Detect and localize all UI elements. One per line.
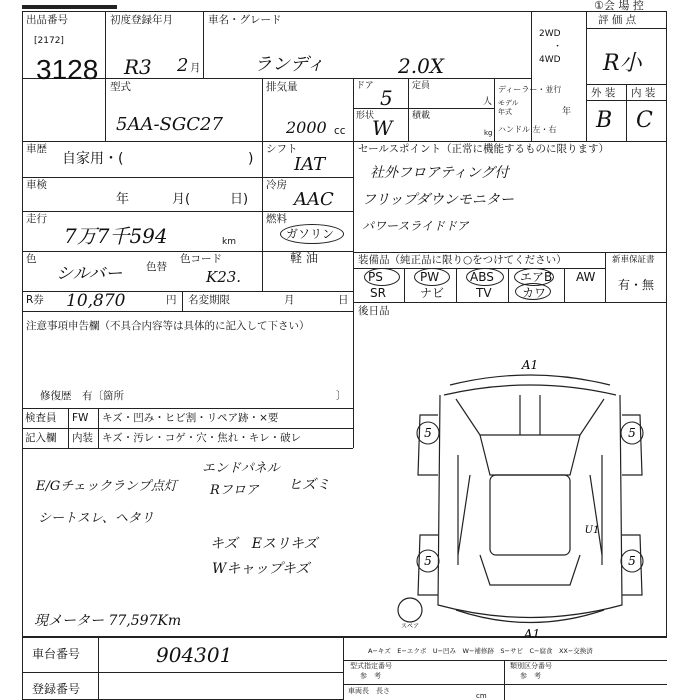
mark-a1-front: A1 <box>521 358 539 372</box>
fuel-label: 燃料 <box>266 213 287 225</box>
displacement-label: 排気量 <box>266 81 298 93</box>
lot-sub: [2172] <box>34 36 64 46</box>
repair-history: 修復歴 有〔箇所 <box>40 390 124 402</box>
class-number-ref: 参 考 <box>520 672 541 680</box>
title-change-day: 日 <box>338 294 349 306</box>
checker-options: キズ・凹み・ヒビ割・リペア跡・×要 <box>102 412 279 424</box>
recycle-unit: 円 <box>166 294 177 306</box>
doors-label: ドア <box>356 81 374 91</box>
history-value: 自家用・( <box>62 151 124 167</box>
repair-history-close: 〕 <box>336 390 347 402</box>
model-value: 5AA-SGC27 <box>116 114 223 135</box>
score-label: 評 価 点 <box>598 14 637 26</box>
mark-u1: U1 <box>584 525 600 536</box>
interior-label: 内 装 <box>631 87 656 99</box>
recycle-label: R券 <box>26 294 44 306</box>
equip-ps: PS <box>368 270 383 284</box>
shaken-month: 月( <box>172 192 191 207</box>
shaken-label: 車検 <box>26 179 47 191</box>
damage-legend: A−キズ E−エクボ U−凹み W−補修跡 S−サビ C−腐食 XX−交換済 <box>368 647 593 655</box>
equip-leather: カワ <box>522 286 547 300</box>
registration-month: 2 <box>177 55 189 76</box>
load-unit: kg <box>484 129 493 137</box>
note-rear-floor: Rフロア <box>210 483 259 498</box>
equip-pw: PW <box>420 270 440 284</box>
dealer-type: ディーラー・並行 <box>498 85 562 94</box>
fuel-diesel: 軽 油 <box>290 251 318 265</box>
mark-a1-rear: A1 <box>523 627 541 641</box>
checker-fw: FW <box>72 412 89 424</box>
registration-label: 初度登録年月 <box>110 14 173 26</box>
equip-tv: TV <box>476 286 492 300</box>
equip-navi: ナビ <box>420 286 445 300</box>
shift-label: シフト <box>266 143 298 155</box>
color-change-label: 色替 <box>146 261 167 273</box>
warranty-value: 有・無 <box>618 278 655 292</box>
drive-2wd: 2WD <box>539 29 561 39</box>
lot-number: 3128 <box>36 54 99 85</box>
note-engine-lamp: E/Gチェックランプ点灯 <box>36 479 177 494</box>
drive-4wd: 4WD <box>539 55 561 65</box>
venue-label: ①会 場 控 <box>594 0 644 12</box>
shape-label: 形状 <box>356 111 375 121</box>
record-options: キズ・汚レ・コゲ・穴・焦れ・キレ・破レ <box>102 432 302 444</box>
color-code: K23. <box>206 268 242 286</box>
checker-label: 検査員 <box>25 412 57 424</box>
capacity-unit: 人 <box>483 97 493 107</box>
mileage-label: 走行 <box>26 213 47 225</box>
note-wheel-cap: Wキャップキズ <box>212 561 310 577</box>
class-number-label: 類別区分番号 <box>510 662 552 670</box>
mark-5-front-right: 5 <box>628 426 636 440</box>
equip-sr: SR <box>370 286 386 300</box>
shape-value: W <box>372 116 393 140</box>
spare-tire-label: スペア <box>400 623 420 630</box>
title-change-month: 月 <box>284 294 295 306</box>
mark-5-front-left: 5 <box>424 426 432 440</box>
registration-month-unit: 月 <box>190 62 201 74</box>
score-value: R小 <box>603 51 642 76</box>
car-grade: 2.0X <box>398 54 445 78</box>
model-year-label: 年式 <box>498 108 512 116</box>
note-meter: 現メーター 77,597Km <box>34 613 182 629</box>
fuel-gasoline: ガソリン <box>286 227 335 241</box>
plate-label: 登録番号 <box>32 682 81 696</box>
title-change-label: 名変期限 <box>188 294 230 306</box>
aircon-value: AAC <box>294 189 334 210</box>
equip-abs: ABS <box>470 270 494 284</box>
length-unit: cm <box>476 692 487 700</box>
sales-point-2: フリップダウンモニター <box>362 192 514 208</box>
chassis-number: 904301 <box>156 643 233 667</box>
history-label: 車歴 <box>26 143 47 155</box>
exterior-label: 外 装 <box>591 87 616 99</box>
sales-point-3: パワースライドドア <box>362 219 469 233</box>
mark-5-rear-right: 5 <box>628 554 636 568</box>
displacement-value: 2000 <box>286 118 327 137</box>
shaken-year: 年 <box>116 192 130 207</box>
interior-grade: C <box>636 108 653 133</box>
record-label: 記入欄 <box>25 432 57 444</box>
shift-value: IAT <box>294 154 326 175</box>
history-close: ) <box>248 151 254 167</box>
car-name: ランディ <box>254 54 325 75</box>
new-warranty-label: 新車保証書 <box>612 255 655 265</box>
color-label: 色 <box>26 253 37 265</box>
note-end-panel: エンドパネル <box>202 461 280 476</box>
model-label: 型式 <box>110 81 131 93</box>
type-designation-ref: 参 考 <box>360 672 381 680</box>
mileage-unit: km <box>222 237 236 247</box>
aircon-label: 冷房 <box>266 179 287 191</box>
color-code-label: 色コード <box>180 253 222 265</box>
drive-dot: ・ <box>553 42 563 52</box>
model-year-unit: 年 <box>562 107 572 117</box>
delivery-label: 後日品 <box>358 305 390 317</box>
model-year-model: モデル <box>498 99 519 107</box>
vehicle-length-label: 車両長 <box>348 687 369 695</box>
steering-side: ハンドル 左・右 <box>498 125 557 134</box>
notes-label: 注意事項申告欄（不具合内容等は具体的に記入して下さい） <box>26 320 310 332</box>
capacity-label: 定員 <box>412 81 431 91</box>
note-scratch: キズ Eスリキズ <box>210 536 318 552</box>
length-label: 長さ <box>376 687 390 695</box>
chassis-label: 車台番号 <box>32 647 81 661</box>
mark-5-rear-left: 5 <box>424 554 432 568</box>
car-name-label: 車名・グレード <box>208 14 282 26</box>
doors-value: 5 <box>380 86 393 110</box>
color-value: シルバー <box>56 264 123 284</box>
load-label: 積載 <box>412 111 431 121</box>
record-interior: 内装 <box>72 432 93 444</box>
lot-label: 出品番号 <box>26 14 68 26</box>
sales-point-1: 社外フロアティング付 <box>370 165 509 181</box>
registration-era: R3 <box>124 55 152 79</box>
sales-points-label: セールスポイント（正常に機能するものに限ります） <box>358 143 610 155</box>
note-distortion: ヒズミ <box>288 477 330 493</box>
equipment-label: 装備品（純正品に限り○をつけてください） <box>358 254 567 266</box>
displacement-unit: cc <box>334 125 346 137</box>
car-damage-diagram <box>380 355 660 645</box>
equip-airbag: エアB <box>520 270 553 284</box>
mileage-value: 7万7千594 <box>64 224 168 248</box>
recycle-value: 10,870 <box>66 291 126 311</box>
exterior-grade: B <box>596 108 613 133</box>
shaken-day: 日) <box>230 192 249 207</box>
note-seat-wear: シートスレ、ヘタリ <box>38 511 154 526</box>
type-designation-label: 型式指定番号 <box>350 662 392 670</box>
equip-aw: AW <box>576 270 596 284</box>
